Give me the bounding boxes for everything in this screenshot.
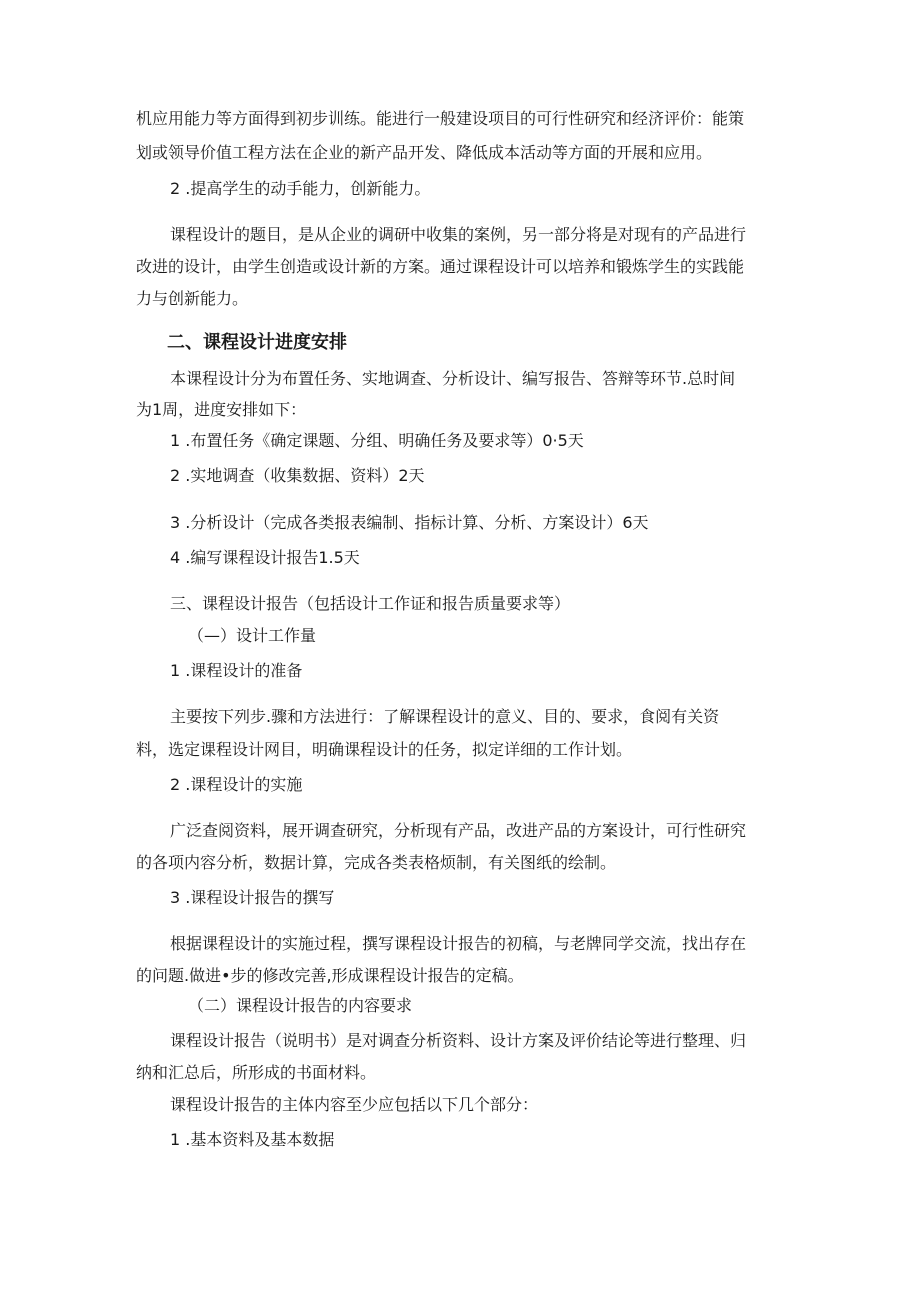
paragraph-line: 主要按下列步.骤和方法进行：了解课程设计的意义、目的、要求，食阅有关资 — [170, 707, 720, 726]
paragraph-line: 根据课程设计的实施过程，撰写课程设计报告的初稿，与老牌同学交流，找出存在 — [170, 934, 747, 953]
list-item: 1 .布置任务《确定课题、分组、明确任务及要求等）0·5天 — [170, 431, 584, 450]
paragraph-line: 课程设计报告（说明书）是对调查分析资料、设计方案及评价结论等进行整理、归 — [170, 1031, 747, 1050]
list-item: 2 .实地调查（收集数据、资料）2天 — [170, 466, 425, 485]
list-item: 1 .基本资料及基本数据 — [170, 1130, 335, 1149]
paragraph-line: 力与创新能力。 — [136, 289, 249, 308]
subsection-heading: （二）课程设计报告的内容要求 — [188, 996, 413, 1015]
list-item: 1 .课程设计的准备 — [170, 661, 303, 680]
paragraph-line: 划或领导价值工程方法在企业的新产品开发、降低成本活动等方面的开展和应用。 — [136, 143, 713, 162]
list-item: 4 .编写课程设计报告1.5天 — [170, 548, 360, 567]
paragraph-line: 改进的设计，由学生创造或设计新的方案。通过课程设计可以培养和锻炼学生的实践能 — [136, 257, 745, 276]
paragraph-line: 为1周，进度安排如下： — [136, 400, 307, 419]
paragraph-line: 料，选定课程设计网目，明确课程设计的任务，拟定详细的工作计划。 — [136, 740, 633, 759]
list-item: 3 .分析设计（完成各类报表编制、指标计算、分析、方案设计）6天 — [170, 513, 649, 532]
section-heading: 三、课程设计报告（包括设计工作证和报告质量要求等） — [170, 594, 571, 613]
paragraph-line: 广泛查阅资料，展开调查研究，分析现有产品，改进产品的方案设计，可行性研究 — [170, 821, 747, 840]
list-item: 2 .提高学生的动手能力，创新能力。 — [170, 179, 431, 198]
section-heading: 二、课程设计进度安排 — [167, 332, 347, 353]
paragraph-line: 课程设计报告的主体内容至少应包括以下几个部分： — [170, 1095, 539, 1114]
list-item: 3 .课程设计报告的撰写 — [170, 888, 335, 907]
paragraph-line: 本课程设计分为布置任务、实地调查、分析设计、编写报告、答辩等环节.总时间 — [170, 369, 736, 388]
paragraph-line: 的各项内容分析，数据计算，完成各类表格烦制，有关图纸的绘制。 — [136, 853, 617, 872]
subsection-heading: （—）设计工作量 — [188, 626, 317, 645]
list-item: 2 .课程设计的实施 — [170, 775, 303, 794]
paragraph-line: 机应用能力等方面得到初步训练。能进行一般建设项目的可行性研究和经济评价：能策 — [136, 109, 745, 128]
paragraph-line: 纳和汇总后，所形成的书面材料。 — [136, 1063, 377, 1082]
paragraph-line: 课程设计的题目，是从企业的调研中收集的案例，另一部分将是对现有的产品进行 — [170, 225, 747, 244]
paragraph-line: 的问题.做进•步的修改完善,形成课程设计报告的定稿。 — [136, 966, 524, 985]
